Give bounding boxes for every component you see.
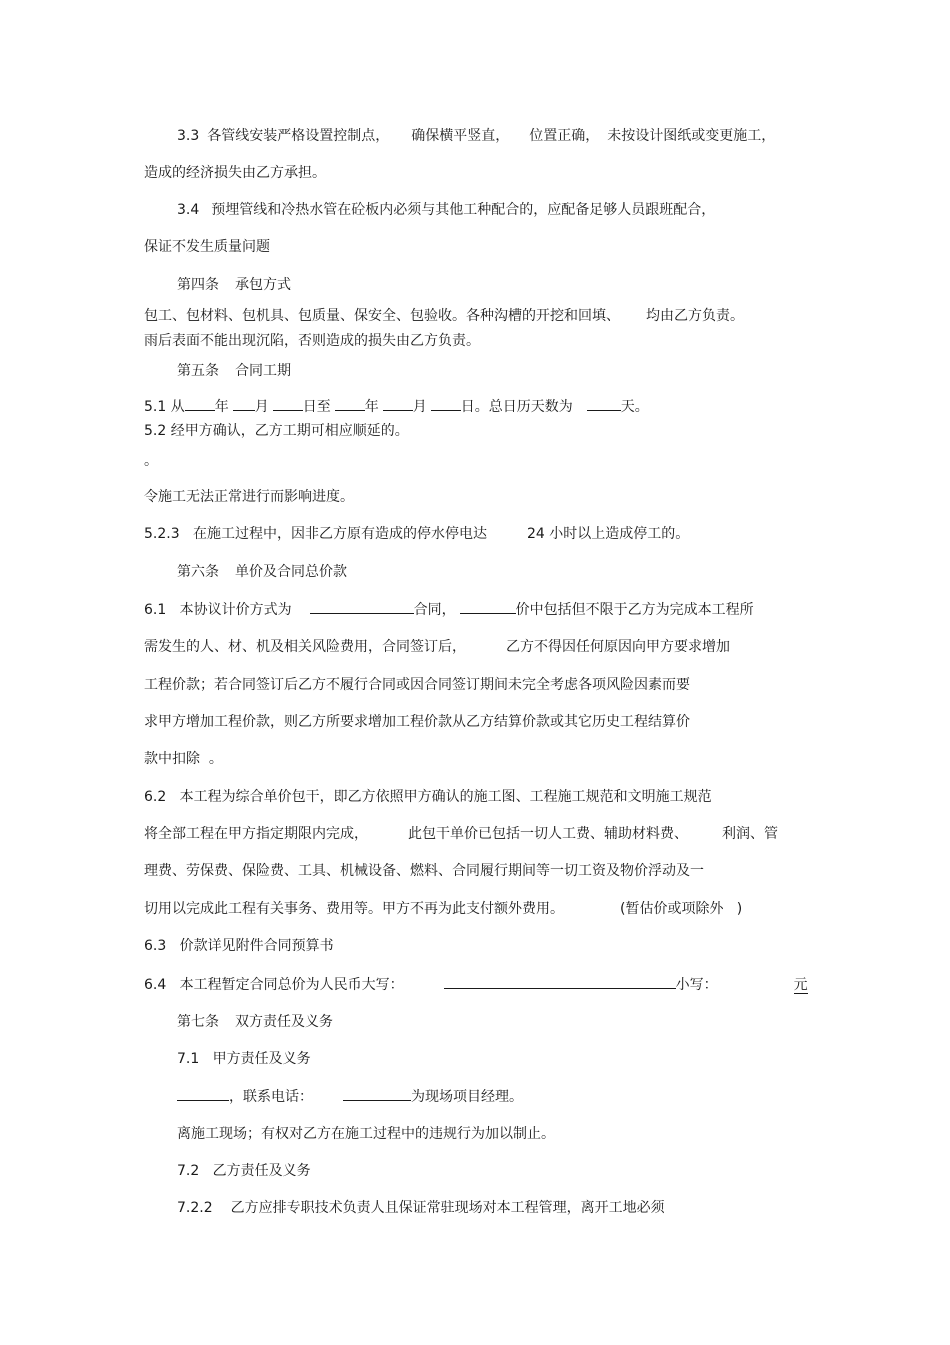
clause-5-2-3 — [144, 525, 689, 543]
clause-text: 小写： — [675, 977, 718, 993]
article-title: 承包方式 — [235, 277, 291, 293]
blank-end-month[interactable] — [383, 397, 413, 411]
unit-month: 月 — [412, 399, 427, 415]
unit-year: 年 — [364, 399, 379, 415]
clause-text: 未按设计图纸或变更施工， — [607, 128, 776, 144]
clause-text: 乙方不得因任何原因向甲方要求增加 — [506, 639, 730, 655]
clause-text: 5.2.3 在施工过程中，因非乙方原有造成的停水停电达 — [144, 526, 487, 542]
clause-text: 乙方应排专职技术负责人且保证常驻现场对本工程管理，离开工地必须 — [230, 1200, 665, 1216]
clause-7-1-contact — [177, 1087, 523, 1106]
clause-5-2: 5.2 经甲方确认，乙方工期可相应顺延的。 — [144, 423, 409, 439]
article-4-heading — [177, 276, 291, 294]
clause-text: 24 小时以上造成停工的。 — [526, 526, 690, 542]
article-7-heading — [177, 1013, 333, 1031]
article-number: 第七条 — [177, 1014, 219, 1030]
clause-text: 需发生的人、材、机及相关风险费用，合同签订后， — [144, 639, 466, 655]
clause-6-2-line-2 — [144, 825, 778, 843]
clause-3-3-line-1 — [177, 127, 775, 145]
article-title: 单价及合同总价款 — [235, 564, 347, 580]
unit-year: 年 — [214, 399, 229, 415]
clause-text: 均由乙方负责。 — [646, 308, 744, 324]
clause-6-1-line-5: 款中扣除 。 — [144, 751, 223, 767]
blank-contact-name[interactable] — [177, 1087, 229, 1101]
blank-amount-lowercase[interactable] — [726, 976, 794, 989]
article-number: 第四条 — [177, 277, 219, 293]
clause-text: 位置正确， — [529, 128, 600, 144]
clause-3-4-line-2: 保证不发生质量问题 — [144, 239, 270, 255]
clause-text: 日。总日历天数为 — [460, 399, 573, 415]
article-title: 合同工期 — [235, 363, 291, 379]
blank-pricing-method[interactable] — [310, 600, 414, 614]
clause-number: 7.2.2 — [177, 1200, 213, 1216]
clause-6-1-line-3: 工程价款；若合同签订后乙方不履行合同或因合同签订期间未完全考虑各项风险因素而要 — [144, 677, 690, 693]
clause-7-1: 7.1 甲方责任及义务 — [177, 1051, 311, 1067]
clause-text: 合同， — [413, 602, 456, 618]
clause-7-2: 7.2 乙方责任及义务 — [177, 1163, 311, 1179]
clause-6-2-line-1: 6.2 本工程为综合单价包干，即乙方依照甲方确认的施工图、工程施工规范和文明施工规范 — [144, 789, 712, 805]
article-number: 第五条 — [177, 363, 219, 379]
clause-5-2-fragment: 令施工无法正常进行而影响进度。 — [144, 489, 354, 505]
clause-text: 6.1 本协议计价方式为 — [144, 602, 292, 618]
clause-6-2-line-3: 理费、劳保费、保险费、工具、机械设备、燃料、合同履行期间等一切工资及物价浮动及一 — [144, 863, 704, 879]
blank-end-day[interactable] — [431, 397, 461, 411]
clause-number: 3.4 — [177, 202, 200, 218]
blank-start-month[interactable] — [233, 397, 255, 411]
clause-text: 包工、包材料、包机具、包质量、保安全、包验收。各种沟槽的开挖和回填、 — [144, 308, 620, 324]
clause-text: 价中包括但不限于乙方为完成本工程所 — [515, 602, 754, 618]
clause-6-2-line-4 — [144, 900, 742, 918]
clause-5-1 — [144, 397, 649, 416]
clause-6-1-line-4: 求甲方增加工程价款，则乙方所要求增加工程价款从乙方结算价款或其它历史工程结算价 — [144, 714, 690, 730]
clause-6-3: 6.3 价款详见附件合同预算书 — [144, 938, 334, 954]
article-5-heading — [177, 362, 291, 380]
blank-amount-uppercase[interactable] — [444, 975, 676, 989]
unit-days: 天。 — [620, 399, 649, 415]
clause-6-4 — [144, 975, 808, 994]
unit-yuan: 元 — [793, 977, 808, 993]
article-4-line-1 — [144, 307, 744, 325]
blank-start-day[interactable] — [273, 397, 303, 411]
blank-total-days[interactable] — [587, 397, 621, 411]
clause-text: 利润、管 — [722, 826, 778, 842]
clause-text: 6.4 本工程暂定合同总价为人民币大写： — [144, 977, 404, 993]
unit-day-to: 日至 — [302, 399, 331, 415]
clause-number: 3.3 — [177, 128, 200, 144]
clause-text: 预埋管线和冷热水管在砼板内必须与其他工种配合的，应配备足够人员跟班配合， — [211, 202, 716, 218]
clause-3-3-line-2: 造成的经济损失由乙方承担。 — [144, 165, 326, 181]
clause-text: 5.1 从 — [144, 399, 185, 415]
blank-start-year[interactable] — [185, 397, 215, 411]
clause-7-2-2 — [177, 1199, 665, 1217]
clause-7-1-fragment: 离施工现场；有权对乙方在施工过程中的违规行为加以制止。 — [177, 1126, 555, 1142]
clause-3-4-line-1 — [177, 201, 715, 219]
clause-text: 为现场项目经理。 — [411, 1089, 523, 1105]
article-title: 双方责任及义务 — [235, 1014, 333, 1030]
article-6-heading — [177, 563, 347, 581]
stray-period: 。 — [144, 453, 158, 469]
clause-text: (暂估价或项除外 ) — [620, 901, 743, 917]
clause-text: 各管线安装严格设置控制点， — [207, 128, 390, 144]
blank-contact-phone[interactable] — [343, 1087, 411, 1101]
clause-text: 切用以完成此工程有关事务、费用等。甲方不再为此支付额外费用。 — [144, 901, 564, 917]
clause-text: 将全部工程在甲方指定期限内完成， — [144, 826, 368, 842]
clause-text: 确保横平竖直， — [411, 128, 510, 144]
clause-text: ，联系电话： — [229, 1089, 313, 1105]
unit-month: 月 — [254, 399, 269, 415]
blank-end-year[interactable] — [335, 397, 365, 411]
blank-price-type[interactable] — [460, 600, 516, 614]
article-number: 第六条 — [177, 564, 219, 580]
clause-text: 此包干单价已包括一切人工费、辅助材料费、 — [408, 826, 688, 842]
article-4-line-2: 雨后表面不能出现沉陷，否则造成的损失由乙方负责。 — [144, 333, 480, 349]
clause-6-1-line-1 — [144, 600, 754, 619]
clause-6-1-line-2 — [144, 638, 730, 656]
